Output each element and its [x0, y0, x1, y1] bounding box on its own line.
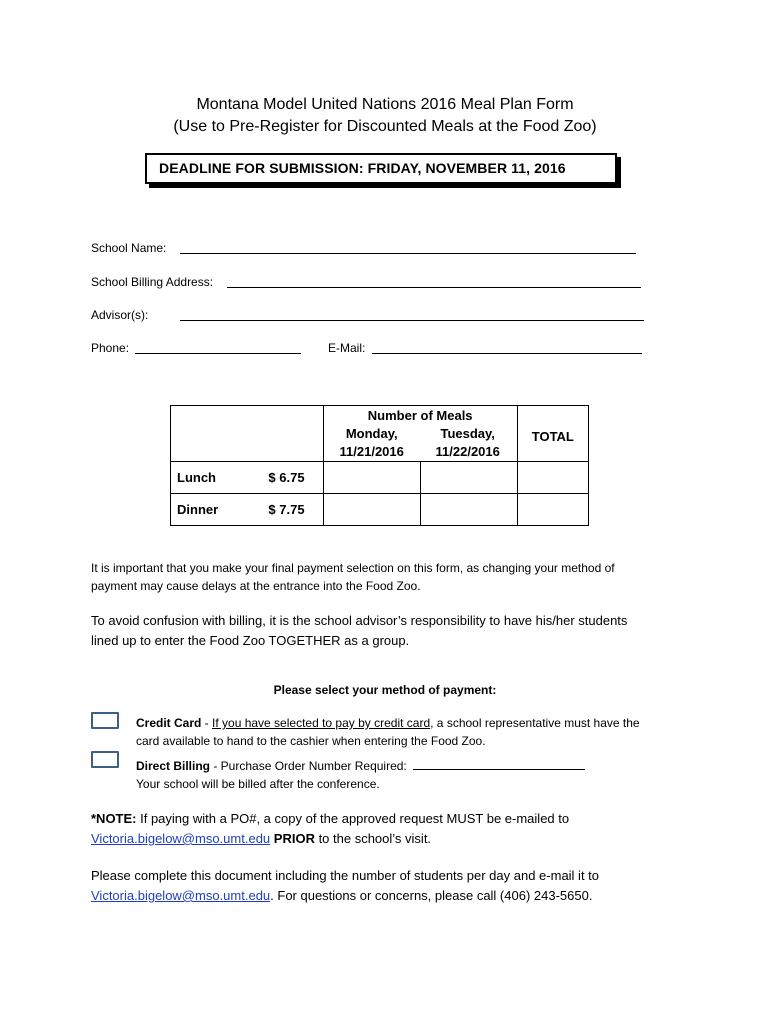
billing-address-field[interactable] — [227, 287, 641, 288]
note-text: If paying with a PO#, a copy of the approved request MUST be e-mailed to — [136, 811, 570, 826]
payment-notice-line2: payment may cause delays at the entrance into the Food Zoo. — [91, 579, 421, 593]
note-email-link[interactable]: Victoria.bigelow@mso.umt.edu — [91, 831, 271, 846]
price-lunch: $ 6.75 — [262, 462, 323, 494]
lunch-monday-cell[interactable] — [323, 462, 420, 494]
advisors-label: Advisor(s): — [91, 308, 149, 322]
closing-instructions — [91, 866, 691, 906]
credit-card-condition: If you have selected to pay by credit card — [212, 716, 431, 730]
advisors-field[interactable] — [180, 320, 644, 321]
price-dinner: $ 7.75 — [262, 494, 323, 526]
po-number-field[interactable] — [413, 758, 585, 770]
dinner-tuesday-cell[interactable] — [420, 494, 517, 526]
monday-label: Monday, — [345, 425, 398, 441]
direct-billing-text: - Purchase Order Number Required: — [210, 759, 407, 773]
closing-text2: . For questions or concerns, please call (406) 243-5650. — [270, 888, 593, 903]
number-of-meals-label: Number of Meals — [367, 407, 473, 423]
select-method-heading: Please select your method of payment: — [273, 683, 497, 697]
payment-notice-line1: It is important that you make your final payment selection on this form, as changing your method of — [91, 561, 615, 575]
credit-card-text: , a school representative must have the — [430, 716, 640, 730]
note-text2: to the school’s visit. — [314, 831, 432, 846]
note-label: *NOTE: — [91, 811, 137, 826]
tuesday-date: 11/22/2016 — [435, 443, 500, 459]
billing-address-label: School Billing Address: — [91, 275, 214, 289]
payment-notice — [91, 559, 681, 595]
tuesday-label: Tuesday, — [440, 425, 495, 441]
form-title: Montana Model United Nations 2016 Meal Plan Form — [196, 96, 574, 113]
credit-card-title: Credit Card — [136, 716, 202, 730]
tuesday-header — [420, 425, 516, 461]
school-name-label: School Name: — [91, 241, 167, 255]
table-row — [171, 494, 589, 526]
credit-separator: - — [201, 716, 213, 730]
direct-billing-line2: Your school will be billed after the conference. — [136, 777, 380, 791]
school-name-field[interactable] — [180, 253, 636, 254]
number-of-meals-header — [323, 406, 517, 462]
phone-field[interactable] — [135, 353, 301, 354]
credit-card-option — [136, 714, 676, 750]
credit-card-line2: card available to hand to the cashier when entering the Food Zoo. — [136, 734, 486, 748]
lunch-tuesday-cell[interactable] — [420, 462, 517, 494]
lunch-total-cell[interactable] — [517, 462, 588, 494]
meal-label-dinner: Dinner — [171, 494, 263, 526]
table-row — [171, 462, 589, 494]
dinner-monday-cell[interactable] — [323, 494, 420, 526]
dinner-total-cell[interactable] — [517, 494, 588, 526]
phone-label: Phone: — [91, 341, 130, 355]
billing-notice-line1: To avoid confusion with billing, it is the school advisor’s responsibility to have his/her students — [91, 613, 628, 628]
credit-card-checkbox[interactable] — [91, 712, 119, 729]
table-header-blank — [171, 406, 324, 462]
po-note — [91, 809, 691, 849]
billing-notice — [91, 611, 681, 651]
monday-header — [324, 425, 420, 461]
deadline-banner: DEADLINE FOR SUBMISSION: FRIDAY, NOVEMBER 11, 2016 — [145, 153, 617, 184]
meal-label-lunch: Lunch — [171, 462, 263, 494]
form-subtitle: (Use to Pre-Register for Discounted Meals at the Food Zoo) — [173, 118, 597, 135]
email-field[interactable] — [372, 353, 642, 354]
total-header: TOTAL — [517, 406, 588, 462]
direct-billing-checkbox[interactable] — [91, 751, 119, 768]
direct-billing-option — [136, 757, 676, 793]
email-label: E-Mail: — [328, 341, 366, 355]
monday-date: 11/21/2016 — [339, 443, 404, 459]
closing-email-link[interactable]: Victoria.bigelow@mso.umt.edu — [91, 888, 271, 903]
billing-notice-line2: lined up to enter the Food Zoo TOGETHER as a group. — [91, 633, 410, 648]
direct-billing-title: Direct Billing — [136, 759, 211, 773]
meal-count-table — [170, 405, 589, 526]
closing-line1: Please complete this document including the number of students per day and e-mail it to — [91, 868, 600, 883]
note-prior: PRIOR — [273, 831, 315, 846]
